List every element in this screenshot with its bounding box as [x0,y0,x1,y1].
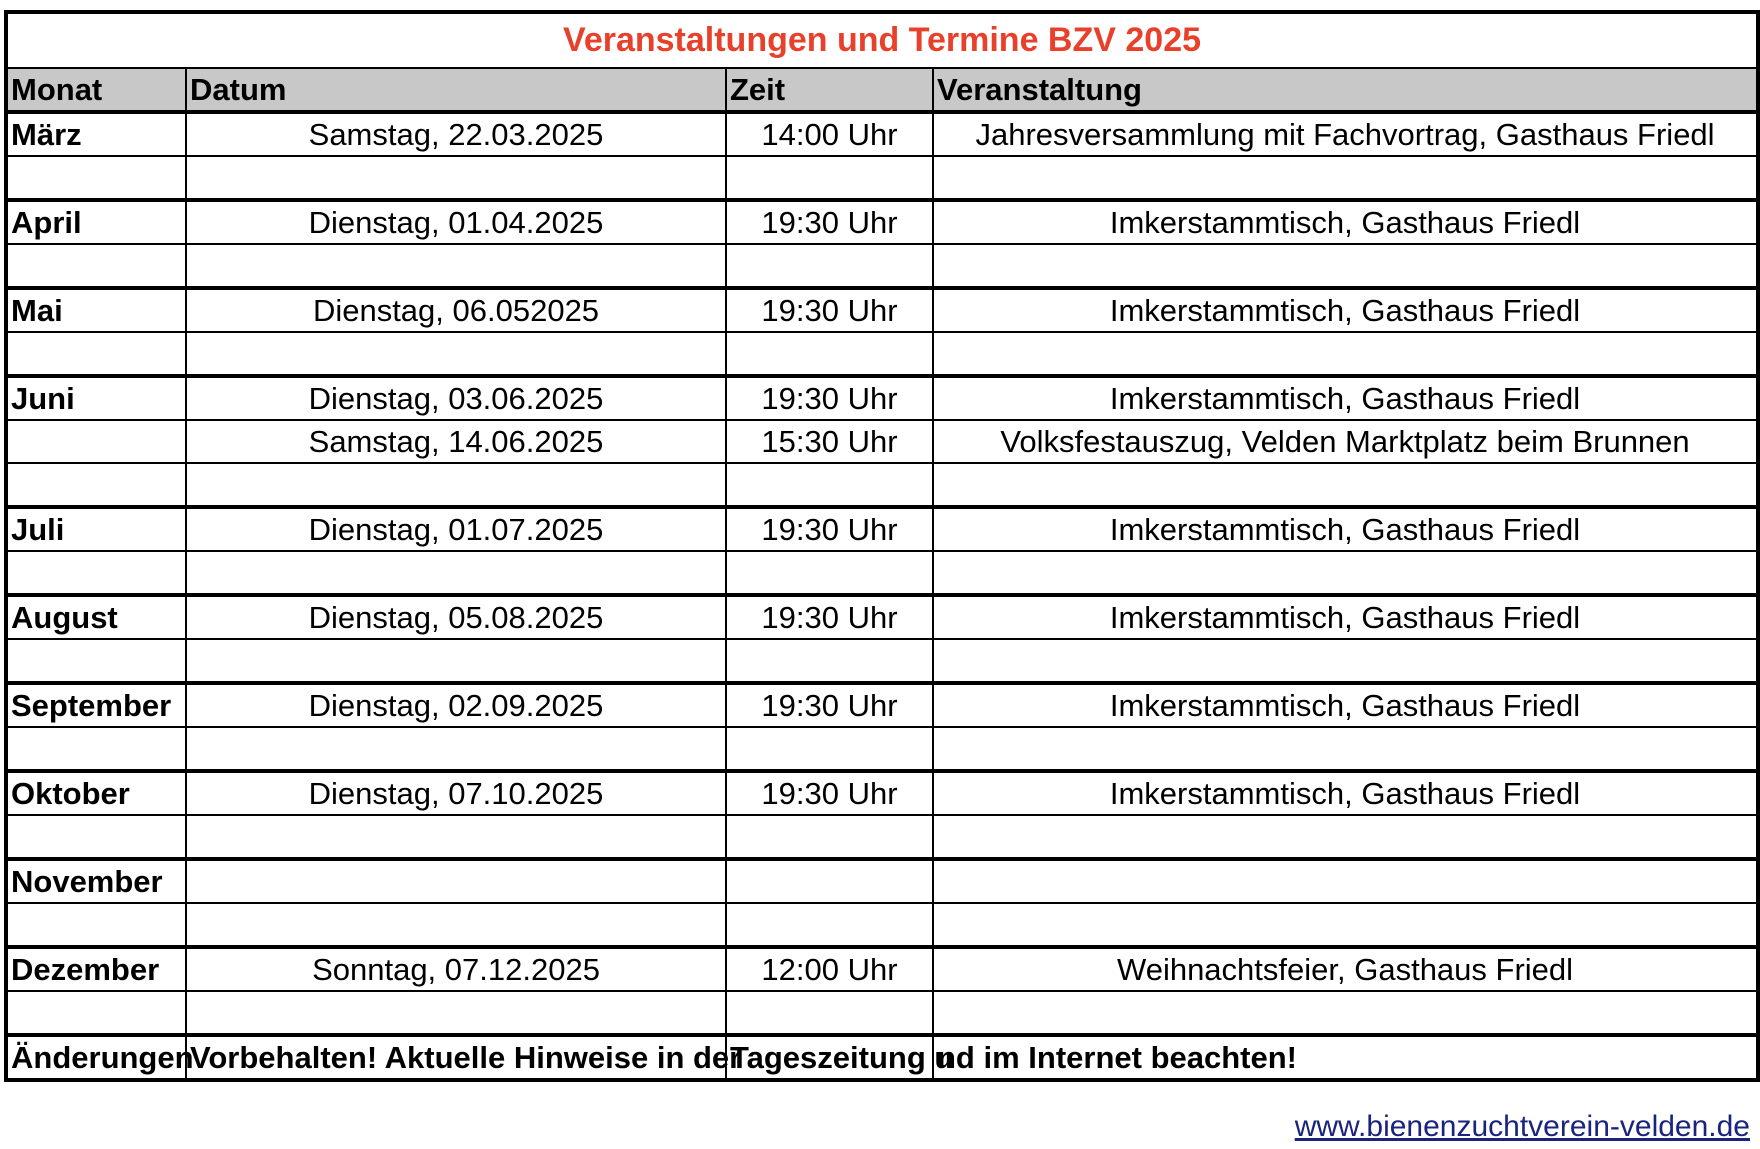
event-cell [933,859,1758,903]
month-cell [6,903,186,947]
date-cell: Dienstag, 05.08.2025 [186,595,726,639]
footer-row [6,1035,1758,1080]
table-row [6,991,1758,1035]
time-cell: 19:30 Uhr [726,683,933,727]
date-cell [186,903,726,947]
time-cell [726,244,933,288]
table-row [6,420,1758,463]
month-cell [6,815,186,859]
events-table-sheet [4,10,1756,1082]
date-cell [186,859,726,903]
event-cell [933,332,1758,376]
event-cell [933,991,1758,1035]
month-cell: April [6,200,186,244]
event-cell: Imkerstammtisch, Gasthaus Friedl [933,683,1758,727]
time-cell [726,156,933,200]
column-header-event: Veranstaltung [933,68,1758,112]
footer-note-text: Tageszeitung u [730,1040,954,1075]
event-cell: Imkerstammtisch, Gasthaus Friedl [933,288,1758,332]
event-cell: Imkerstammtisch, Gasthaus Friedl [933,507,1758,551]
table-row [6,859,1758,903]
month-cell: Oktober [6,771,186,815]
event-cell: Imkerstammtisch, Gasthaus Friedl [933,376,1758,420]
month-cell: Mai [6,288,186,332]
table-row [6,156,1758,200]
month-cell [6,727,186,771]
date-cell: Dienstag, 01.04.2025 [186,200,726,244]
date-cell [186,463,726,507]
table-row [6,200,1758,244]
time-cell [726,551,933,595]
table-row [6,507,1758,551]
time-cell [726,991,933,1035]
footer-note-text: Vorbehalten! Aktuelle Hinweise in der [190,1040,742,1075]
date-cell [186,991,726,1035]
event-cell [933,551,1758,595]
time-cell [726,332,933,376]
time-cell [726,727,933,771]
time-cell [726,815,933,859]
header-row [6,68,1758,112]
month-cell: Juni [6,376,186,420]
month-cell [6,420,186,463]
date-cell: Dienstag, 06.052025 [186,288,726,332]
date-cell [186,727,726,771]
time-cell: 19:30 Uhr [726,771,933,815]
time-cell: 19:30 Uhr [726,595,933,639]
event-cell [933,463,1758,507]
date-cell: Samstag, 22.03.2025 [186,112,726,156]
event-cell [933,727,1758,771]
date-cell: Dienstag, 01.07.2025 [186,507,726,551]
month-cell [6,244,186,288]
time-cell [726,639,933,683]
month-cell [6,463,186,507]
date-cell [186,332,726,376]
date-cell: Dienstag, 02.09.2025 [186,683,726,727]
footer-note-text: nd im Internet beachten! [937,1040,1297,1075]
month-cell: August [6,595,186,639]
event-cell: Imkerstammtisch, Gasthaus Friedl [933,200,1758,244]
date-cell [186,551,726,595]
month-cell [6,332,186,376]
table-row [6,288,1758,332]
event-cell: Jahresversammlung mit Fachvortrag, Gasthaus Friedl [933,112,1758,156]
table-row [6,112,1758,156]
month-cell: September [6,683,186,727]
table-row [6,727,1758,771]
month-cell: März [6,112,186,156]
month-cell [6,639,186,683]
month-cell [6,156,186,200]
month-cell: Juli [6,507,186,551]
table-row [6,771,1758,815]
date-cell [186,244,726,288]
column-header-month: Monat [6,68,186,112]
column-header-date: Datum [186,68,726,112]
event-cell: Volksfestauszug, Velden Marktplatz beim Brunnen [933,420,1758,463]
date-cell: Dienstag, 03.06.2025 [186,376,726,420]
month-cell [6,551,186,595]
event-cell: Weihnachtsfeier, Gasthaus Friedl [933,947,1758,991]
table-row [6,463,1758,507]
website-link[interactable]: www.bienenzuchtverein-velden.de [1294,1110,1750,1143]
time-cell: 15:30 Uhr [726,420,933,463]
time-cell [726,859,933,903]
table-row [6,815,1758,859]
time-cell: 12:00 Uhr [726,947,933,991]
footer-note-cell [726,1035,954,1080]
event-cell [933,244,1758,288]
footer-note-cell [6,1035,194,1080]
date-cell [186,815,726,859]
event-cell [933,903,1758,947]
time-cell: 19:30 Uhr [726,200,933,244]
table-row [6,639,1758,683]
table-row [6,376,1758,420]
month-cell: Dezember [6,947,186,991]
date-cell [186,639,726,683]
time-cell: 14:00 Uhr [726,112,933,156]
table-row [6,244,1758,288]
footer-note-cell [933,1035,1758,1080]
date-cell: Dienstag, 07.10.2025 [186,771,726,815]
event-cell: Imkerstammtisch, Gasthaus Friedl [933,771,1758,815]
table-title: Veranstaltungen und Termine BZV 2025 [6,12,1758,68]
event-cell [933,156,1758,200]
table-row [6,683,1758,727]
footer-note-text: Änderungen [11,1040,194,1075]
event-cell: Imkerstammtisch, Gasthaus Friedl [933,595,1758,639]
event-cell [933,815,1758,859]
time-cell [726,903,933,947]
time-cell [726,463,933,507]
date-cell [186,156,726,200]
events-table [4,10,1760,1082]
column-header-time: Zeit [726,68,933,112]
table-row [6,903,1758,947]
time-cell: 19:30 Uhr [726,376,933,420]
time-cell: 19:30 Uhr [726,507,933,551]
table-row [6,595,1758,639]
table-row [6,551,1758,595]
time-cell: 19:30 Uhr [726,288,933,332]
month-cell [6,991,186,1035]
date-cell: Sonntag, 07.12.2025 [186,947,726,991]
event-cell [933,639,1758,683]
date-cell: Samstag, 14.06.2025 [186,420,726,463]
month-cell: November [6,859,186,903]
table-row [6,947,1758,991]
footer-note-cell [186,1035,742,1080]
table-row [6,332,1758,376]
